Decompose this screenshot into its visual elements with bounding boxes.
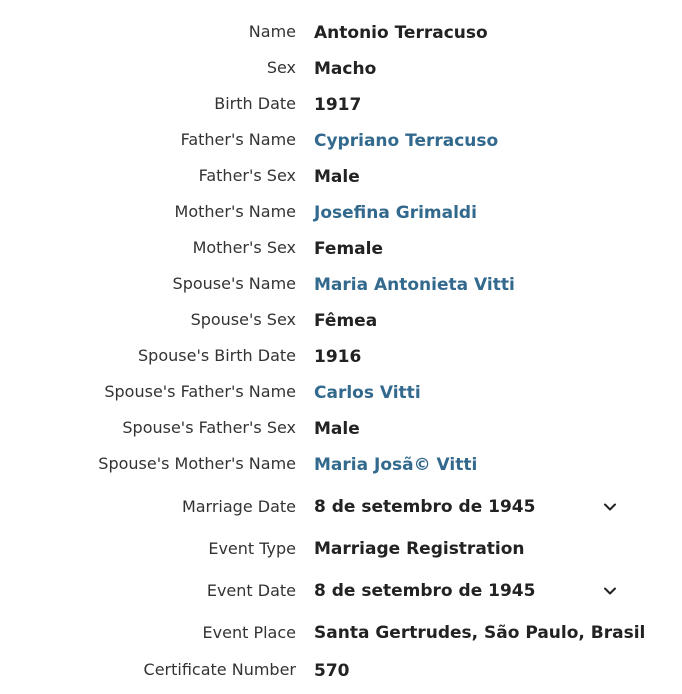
- field-label: Spouse's Father's Sex: [122, 418, 296, 437]
- field-value: Marriage Registration: [314, 539, 525, 559]
- field-label: Spouse's Name: [172, 274, 296, 293]
- record-row-fathers-name: [0, 124, 682, 160]
- field-label: Father's Sex: [198, 166, 296, 185]
- field-label: Spouse's Mother's Name: [98, 454, 296, 473]
- field-value: Male: [314, 167, 360, 187]
- record-row-spouses-name: [0, 268, 682, 304]
- record-row-mothers-sex: [0, 232, 682, 268]
- record-row-spouses-mothers-name: [0, 448, 682, 484]
- field-value: Santa Gertrudes, São Paulo, Brasil: [314, 623, 646, 643]
- record-row-event-place: [0, 612, 682, 654]
- field-value: Macho: [314, 59, 377, 79]
- field-label: Mother's Sex: [192, 238, 296, 257]
- field-value: 8 de setembro de 1945: [314, 581, 536, 601]
- mothers-name-link[interactable]: Josefina Grimaldi: [314, 203, 477, 223]
- spouses-fathers-name-link[interactable]: Carlos Vitti: [314, 383, 421, 403]
- record-row-certificate-number: [0, 654, 682, 690]
- record-row-birth-date: [0, 88, 682, 124]
- record-row-fathers-sex: [0, 160, 682, 196]
- field-value: Antonio Terracuso: [314, 23, 488, 43]
- field-value: Female: [314, 239, 383, 259]
- record-row-spouses-sex: [0, 304, 682, 340]
- field-value: 1916: [314, 347, 362, 367]
- field-label: Event Date: [206, 581, 296, 600]
- record-row-spouses-fathers-name: [0, 376, 682, 412]
- field-label: Father's Name: [180, 130, 296, 149]
- record-row-mothers-name: [0, 196, 682, 232]
- field-label: Name: [248, 22, 296, 41]
- record-row-sex: [0, 52, 682, 88]
- field-value: 1917: [314, 95, 362, 115]
- field-value: Male: [314, 419, 360, 439]
- spouses-name-link[interactable]: Maria Antonieta Vitti: [314, 275, 515, 295]
- record-row-name: [0, 16, 682, 52]
- record-row-spouses-birth-date: [0, 340, 682, 376]
- record-row-marriage-date[interactable]: [0, 486, 682, 528]
- field-label: Spouse's Birth Date: [138, 346, 296, 365]
- chevron-down-icon[interactable]: [602, 583, 618, 599]
- field-label: Certificate Number: [143, 660, 296, 679]
- spouses-mothers-name-link[interactable]: Maria Josã© Vitti: [314, 455, 478, 475]
- field-label: Spouse's Sex: [190, 310, 296, 329]
- record-row-event-type: [0, 528, 682, 570]
- field-value: 8 de setembro de 1945: [314, 497, 536, 517]
- field-label: Spouse's Father's Name: [104, 382, 296, 401]
- field-value: 570: [314, 661, 350, 681]
- record-row-event-date[interactable]: [0, 570, 682, 612]
- field-label: Mother's Name: [174, 202, 296, 221]
- field-label: Birth Date: [214, 94, 296, 113]
- record-row-spouses-fathers-sex: [0, 412, 682, 448]
- field-label: Event Place: [202, 623, 296, 642]
- record-details: [0, 16, 682, 690]
- field-value: Fêmea: [314, 311, 378, 331]
- field-label: Event Type: [208, 539, 296, 558]
- fathers-name-link[interactable]: Cypriano Terracuso: [314, 131, 499, 151]
- field-label: Sex: [266, 58, 296, 77]
- chevron-down-icon[interactable]: [602, 499, 618, 515]
- field-label: Marriage Date: [181, 497, 296, 516]
